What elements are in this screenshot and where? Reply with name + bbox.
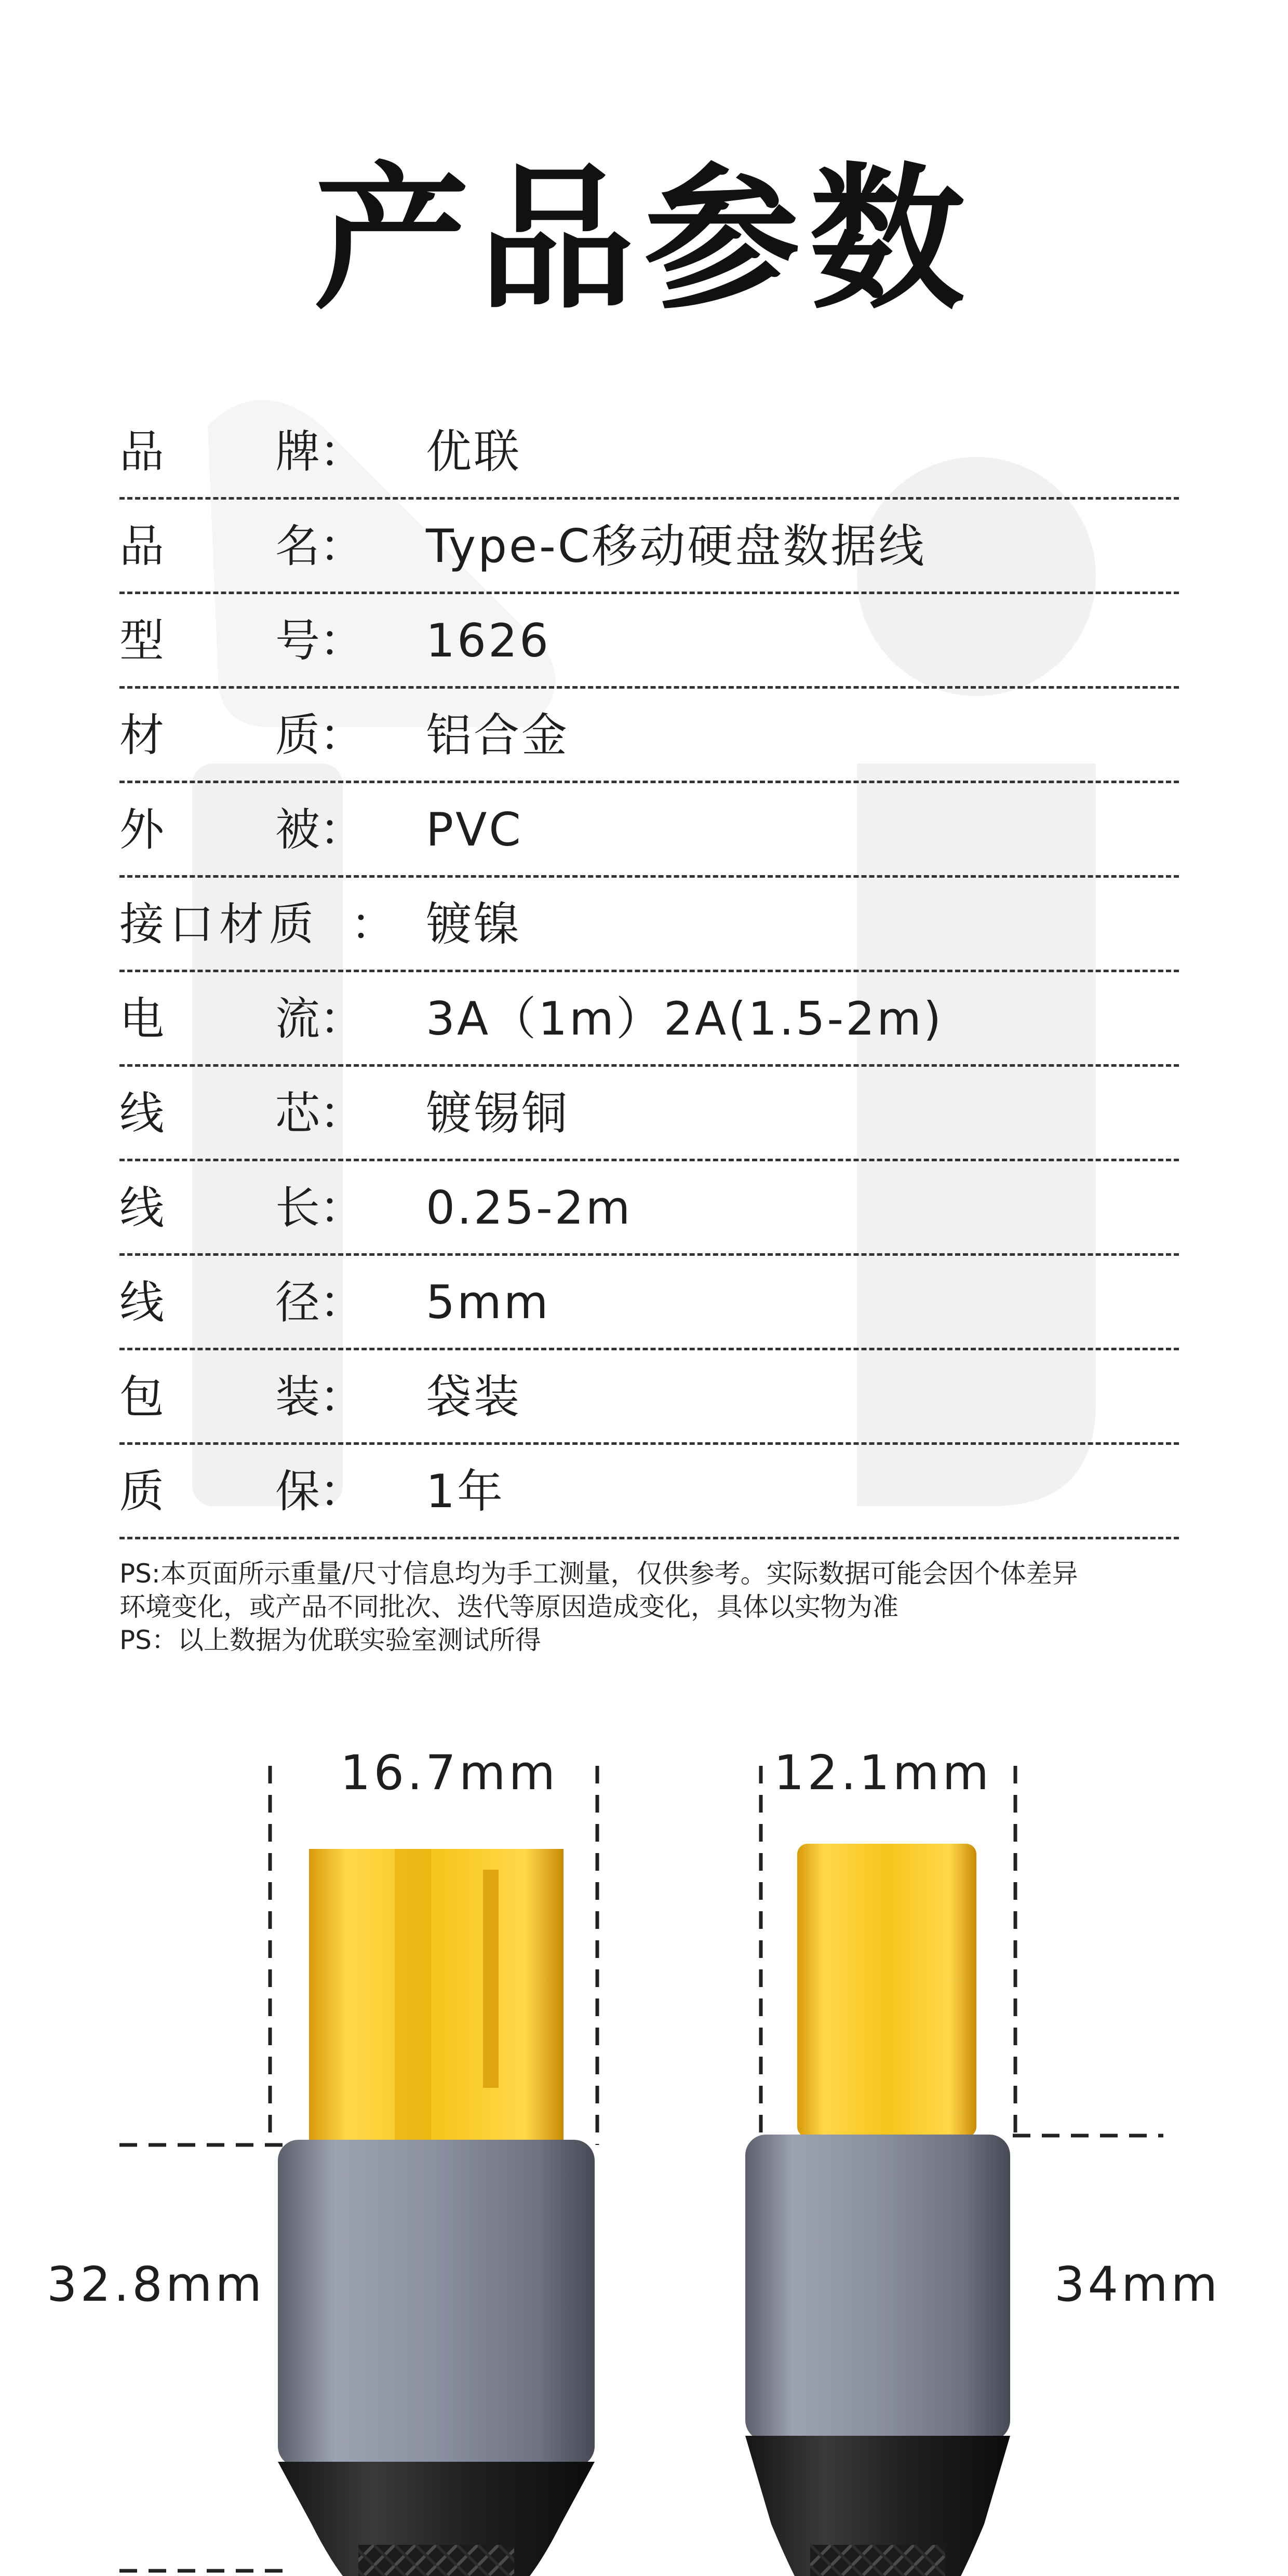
spec-colon: ： <box>319 1466 364 1518</box>
spec-colon: ： <box>319 1088 364 1139</box>
spec-label-char: 线 <box>119 1088 164 1139</box>
dim-left-height: 32.8mm <box>47 2257 265 2312</box>
spec-label-char: 径 <box>275 1277 320 1329</box>
spec-colon: ： <box>319 1277 364 1329</box>
spec-row-jacket <box>119 783 1179 878</box>
note-line: 环境变化，或产品不同批次、迭代等原因造成变化，具体以实物为准 <box>119 1592 898 1622</box>
dim-right-height: 34mm <box>1054 2257 1221 2312</box>
spec-label-char: 流 <box>275 993 320 1045</box>
disclaimer-notes <box>119 1557 1210 1657</box>
spec-row-name <box>119 500 1179 594</box>
type-c-connector <box>745 1844 1010 2576</box>
spec-value: Type-C移动硬盘数据线 <box>426 519 927 573</box>
spec-label-char: 电 <box>119 993 164 1045</box>
dim-right-width: 12.1mm <box>774 1745 992 1801</box>
spec-value: 铝合金 <box>426 708 570 762</box>
spec-colon: ： <box>319 615 364 667</box>
spec-row-packaging <box>119 1350 1179 1445</box>
spec-label-char: 品 <box>119 520 164 572</box>
spec-value: 镀锡铜 <box>426 1086 570 1140</box>
spec-table <box>119 405 1179 1539</box>
spec-label-char: 质 <box>275 709 320 761</box>
spec-label-char: 品 <box>119 426 164 478</box>
spec-row-warranty <box>119 1445 1179 1539</box>
spec-value: 优联 <box>426 425 522 478</box>
spec-colon: ： <box>319 993 364 1045</box>
spec-row-diameter <box>119 1256 1179 1350</box>
spec-row-current <box>119 972 1179 1067</box>
spec-label-char: 号 <box>275 615 320 667</box>
spec-colon: ： <box>351 898 395 950</box>
spec-row-core <box>119 1067 1179 1161</box>
spec-label-char: 线 <box>119 1277 164 1329</box>
spec-label-char: 线 <box>119 1182 164 1234</box>
spec-label-char: 材 <box>119 709 164 761</box>
spec-colon: ： <box>319 426 364 478</box>
micro-b-plug <box>309 1849 564 2145</box>
spec-label-char: 芯 <box>275 1088 320 1139</box>
note-line: PS：以上数据为优联实验室测试所得 <box>119 1625 541 1655</box>
type-c-braided-cable <box>810 2545 945 2576</box>
spec-row-length <box>119 1161 1179 1256</box>
spec-label-char: 外 <box>119 804 164 856</box>
spec-value: 袋装 <box>426 1370 522 1424</box>
spec-colon: ： <box>319 804 364 856</box>
spec-label-char: 型 <box>119 615 164 667</box>
spec-value: 1626 <box>426 614 551 667</box>
spec-label-char: 质 <box>119 1466 164 1518</box>
spec-value: 1年 <box>426 1465 505 1518</box>
spec-row-model <box>119 594 1179 689</box>
spec-colon: ： <box>319 709 364 761</box>
spec-label-char: 牌 <box>275 426 320 478</box>
spec-row-material <box>119 689 1179 783</box>
micro-b-housing <box>278 2140 595 2467</box>
connector-dimensions-diagram <box>0 1714 1288 2576</box>
spec-label-char: 长 <box>275 1182 320 1234</box>
type-c-housing <box>745 2135 1010 2441</box>
type-c-plug <box>797 1844 976 2137</box>
spec-label-char: 保 <box>275 1466 320 1518</box>
micro-b-braided-cable <box>358 2545 514 2576</box>
spec-value: PVC <box>426 803 523 856</box>
spec-label-char: 装 <box>275 1371 320 1423</box>
spec-value: 镀镍 <box>426 897 522 951</box>
spec-value: 3A（1m）2A(1.5-2m) <box>426 992 944 1045</box>
spec-label: 接口材质 <box>119 898 319 950</box>
spec-label-char: 被 <box>275 804 320 856</box>
micro-b-connector <box>278 1849 595 2576</box>
spec-colon: ： <box>319 1371 364 1423</box>
spec-value: 5mm <box>426 1276 551 1329</box>
spec-colon: ： <box>319 1182 364 1234</box>
spec-label-char: 名 <box>275 520 320 572</box>
spec-label-char: 包 <box>119 1371 164 1423</box>
dim-left-width: 16.7mm <box>340 1745 559 1801</box>
spec-value: 0.25-2m <box>426 1181 633 1235</box>
spec-row-connector-material <box>119 878 1179 972</box>
spec-colon: ： <box>319 520 364 572</box>
page-title: 产品参数 <box>314 149 974 330</box>
connector-illustration <box>0 1714 1288 2576</box>
note-line: PS:本页面所示重量/尺寸信息均为手工测量，仅供参考。实际数据可能会因个体差异 <box>119 1559 1078 1589</box>
spec-row-brand <box>119 405 1179 500</box>
